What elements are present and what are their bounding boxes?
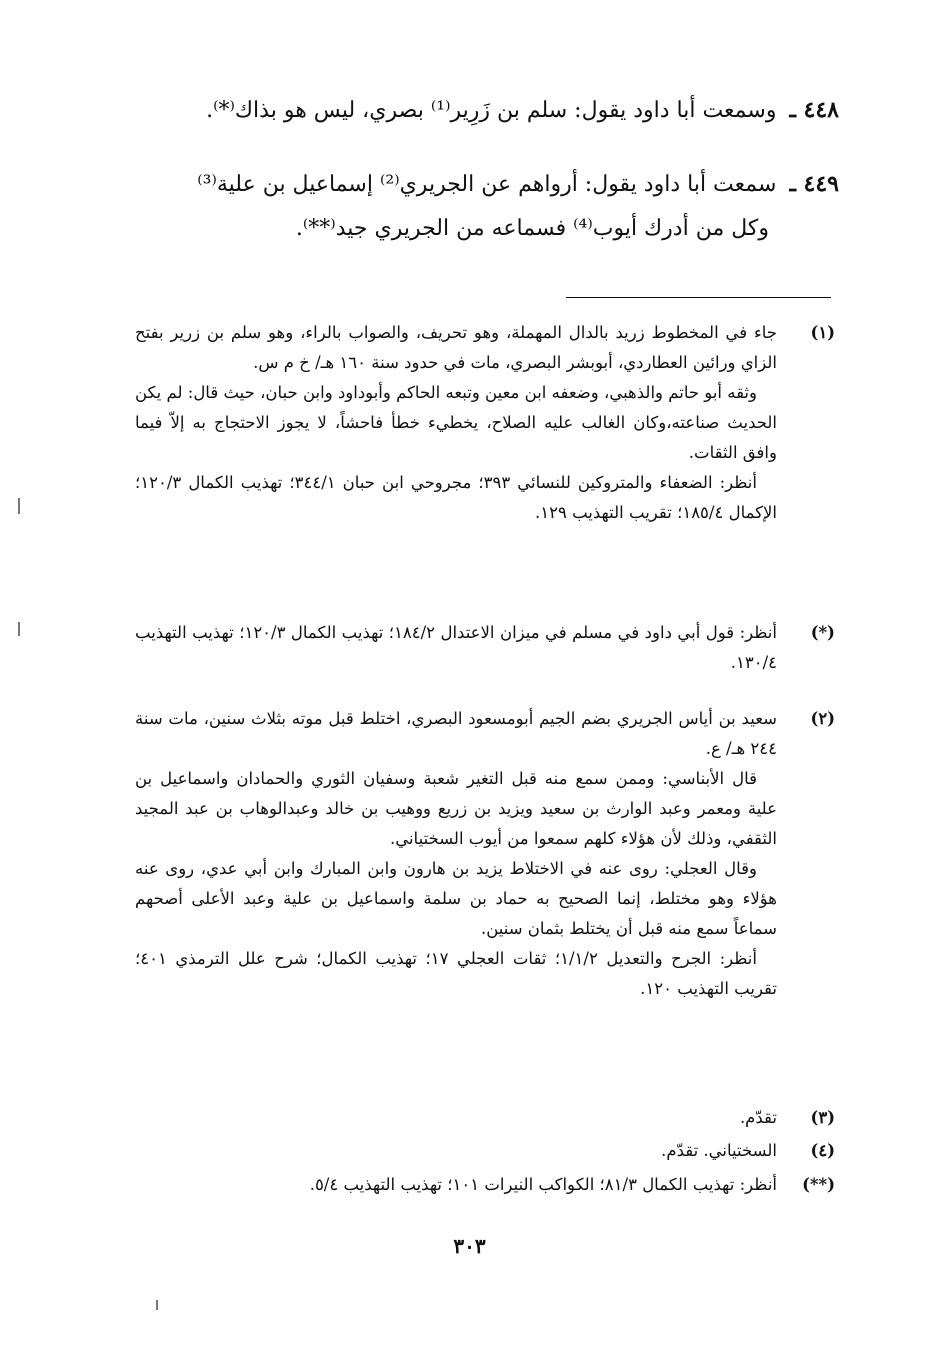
footnote-paragraph: السختياني. تقدّم. <box>661 1141 777 1160</box>
footnote-mark: (*) <box>810 623 835 642</box>
footnote-paragraph: وثقه أبو حاتم والذهبي، وضعفه ابن معين وتبعه الحاكم وأبوداود وابن حبان، حيث قال: لم يكن الحديث صناعته،وكان الغالب عليه الصلاح، يخطيء خطأ فاحشاً، لا يجوز الاحتجاج به إلاّ فيما وافق الثقات. <box>135 383 777 462</box>
footnote-3 <box>135 1103 835 1133</box>
scan-speck <box>18 622 20 636</box>
footnote-mark: (**) <box>802 1175 835 1194</box>
entry-number: ٤٤٨ ـ <box>789 97 839 123</box>
scan-speck <box>18 498 20 514</box>
footnote-paragraph: أنظر: الضعفاء والمتروكين للنسائي ٣٩٣؛ مجروحي ابن حبان ٣٤٤/١؛ تهذيب الكمال ١٢٠/٣؛ الإكمال ١٨٥/٤؛ تقريب التهذيب ١٢٩. <box>135 473 777 522</box>
entry-448 <box>139 88 839 133</box>
entry-number: ٤٤٩ ـ <box>789 171 839 197</box>
footnote-paragraph: جاء في المخطوط زريد بالدال المهملة، وهو تحريف، والصواب بالراء، وهو سلم بن زرير بفتح الزاي ورائين العطاردي، أبوبشر البصري، مات في حدود سنة ١٦٠ هـ/ خ م س. <box>135 323 777 372</box>
footnote-paragraph: أنظر: الجرح والتعديل ١/١/٢؛ ثقات العجلي ١٧؛ تهذيب الكمال؛ شرح علل الترمذي ٤٠١؛ تقريب التهذيب ١٢٠. <box>135 949 777 998</box>
footnote-paragraph: أنظر: تهذيب الكمال ٨١/٣؛ الكواكب النيرات ١٠١؛ تهذيب التهذيب ٥/٤. <box>309 1175 777 1194</box>
footnote-1 <box>135 318 835 528</box>
scan-speck <box>156 1300 158 1310</box>
footnote-star <box>135 618 835 678</box>
footnote-paragraph: وقال العجلي: روى عنه في الاختلاط يزيد بن هارون وابن المبارك وابن أبي عدي، روى عنه هؤلاء وهو مختلط، إنما الصحيح به حماد بن سلمة واسماعيل بن علية وعبد الأعلى أصحهم سماعاً سمع منه قبل أن يختلط بثمان سنين. <box>135 859 777 938</box>
footnote-4 <box>135 1136 835 1166</box>
footnote-2 <box>135 704 835 1004</box>
entry-text-line1: سمعت أبا داود يقول: أرواهم عن الجريري⁽²⁾ إسماعيل بن علية⁽³⁾ <box>197 172 777 197</box>
footnote-mark: (٣) <box>810 1108 835 1127</box>
footnote-paragraph: تقدّم. <box>739 1108 777 1127</box>
entry-text: وسمعت أبا داود يقول: سلم بن زَرِير⁽¹⁾ بصري، ليس هو بذاك⁽*⁾. <box>206 98 777 123</box>
entry-449 <box>139 162 839 251</box>
footnote-double-star <box>135 1170 835 1200</box>
page-number: ٣٠٣ <box>453 1234 486 1258</box>
footnote-mark: (٢) <box>810 709 835 728</box>
footnote-paragraph: قال الأبناسي: وممن سمع منه قبل التغير شعبة وسفيان الثوري والحمادان واسماعيل بن علية ومعمر وعبد الوارث بن سعيد ويزيد بن زريع ووهيب بن خالد وعبدالوهاب بن عبد المجيد الثقفي، وذلك لأن هؤلاء كلهم سمعوا من أيوب السختياني. <box>135 769 777 848</box>
footnote-separator <box>566 297 831 298</box>
footnote-mark: (١) <box>810 323 835 342</box>
footnote-paragraph: أنظر: قول أبي داود في مسلم في ميزان الاعتدال ١٨٤/٢؛ تهذيب الكمال ١٢٠/٣؛ تهذيب التهذيب ١٣٠/٤. <box>135 623 777 672</box>
footnote-mark: (٤) <box>810 1141 835 1160</box>
footnote-paragraph: سعيد بن أياس الجريري بضم الجيم أبومسعود البصري، اختلط قبل موته بثلاث سنين، مات سنة ٢٤٤ هـ/ ع. <box>135 709 777 758</box>
entry-text-line2: وكل من أدرك أيوب⁽⁴⁾ فسماعه من الجريري جيد⁽**⁾. <box>295 216 769 241</box>
